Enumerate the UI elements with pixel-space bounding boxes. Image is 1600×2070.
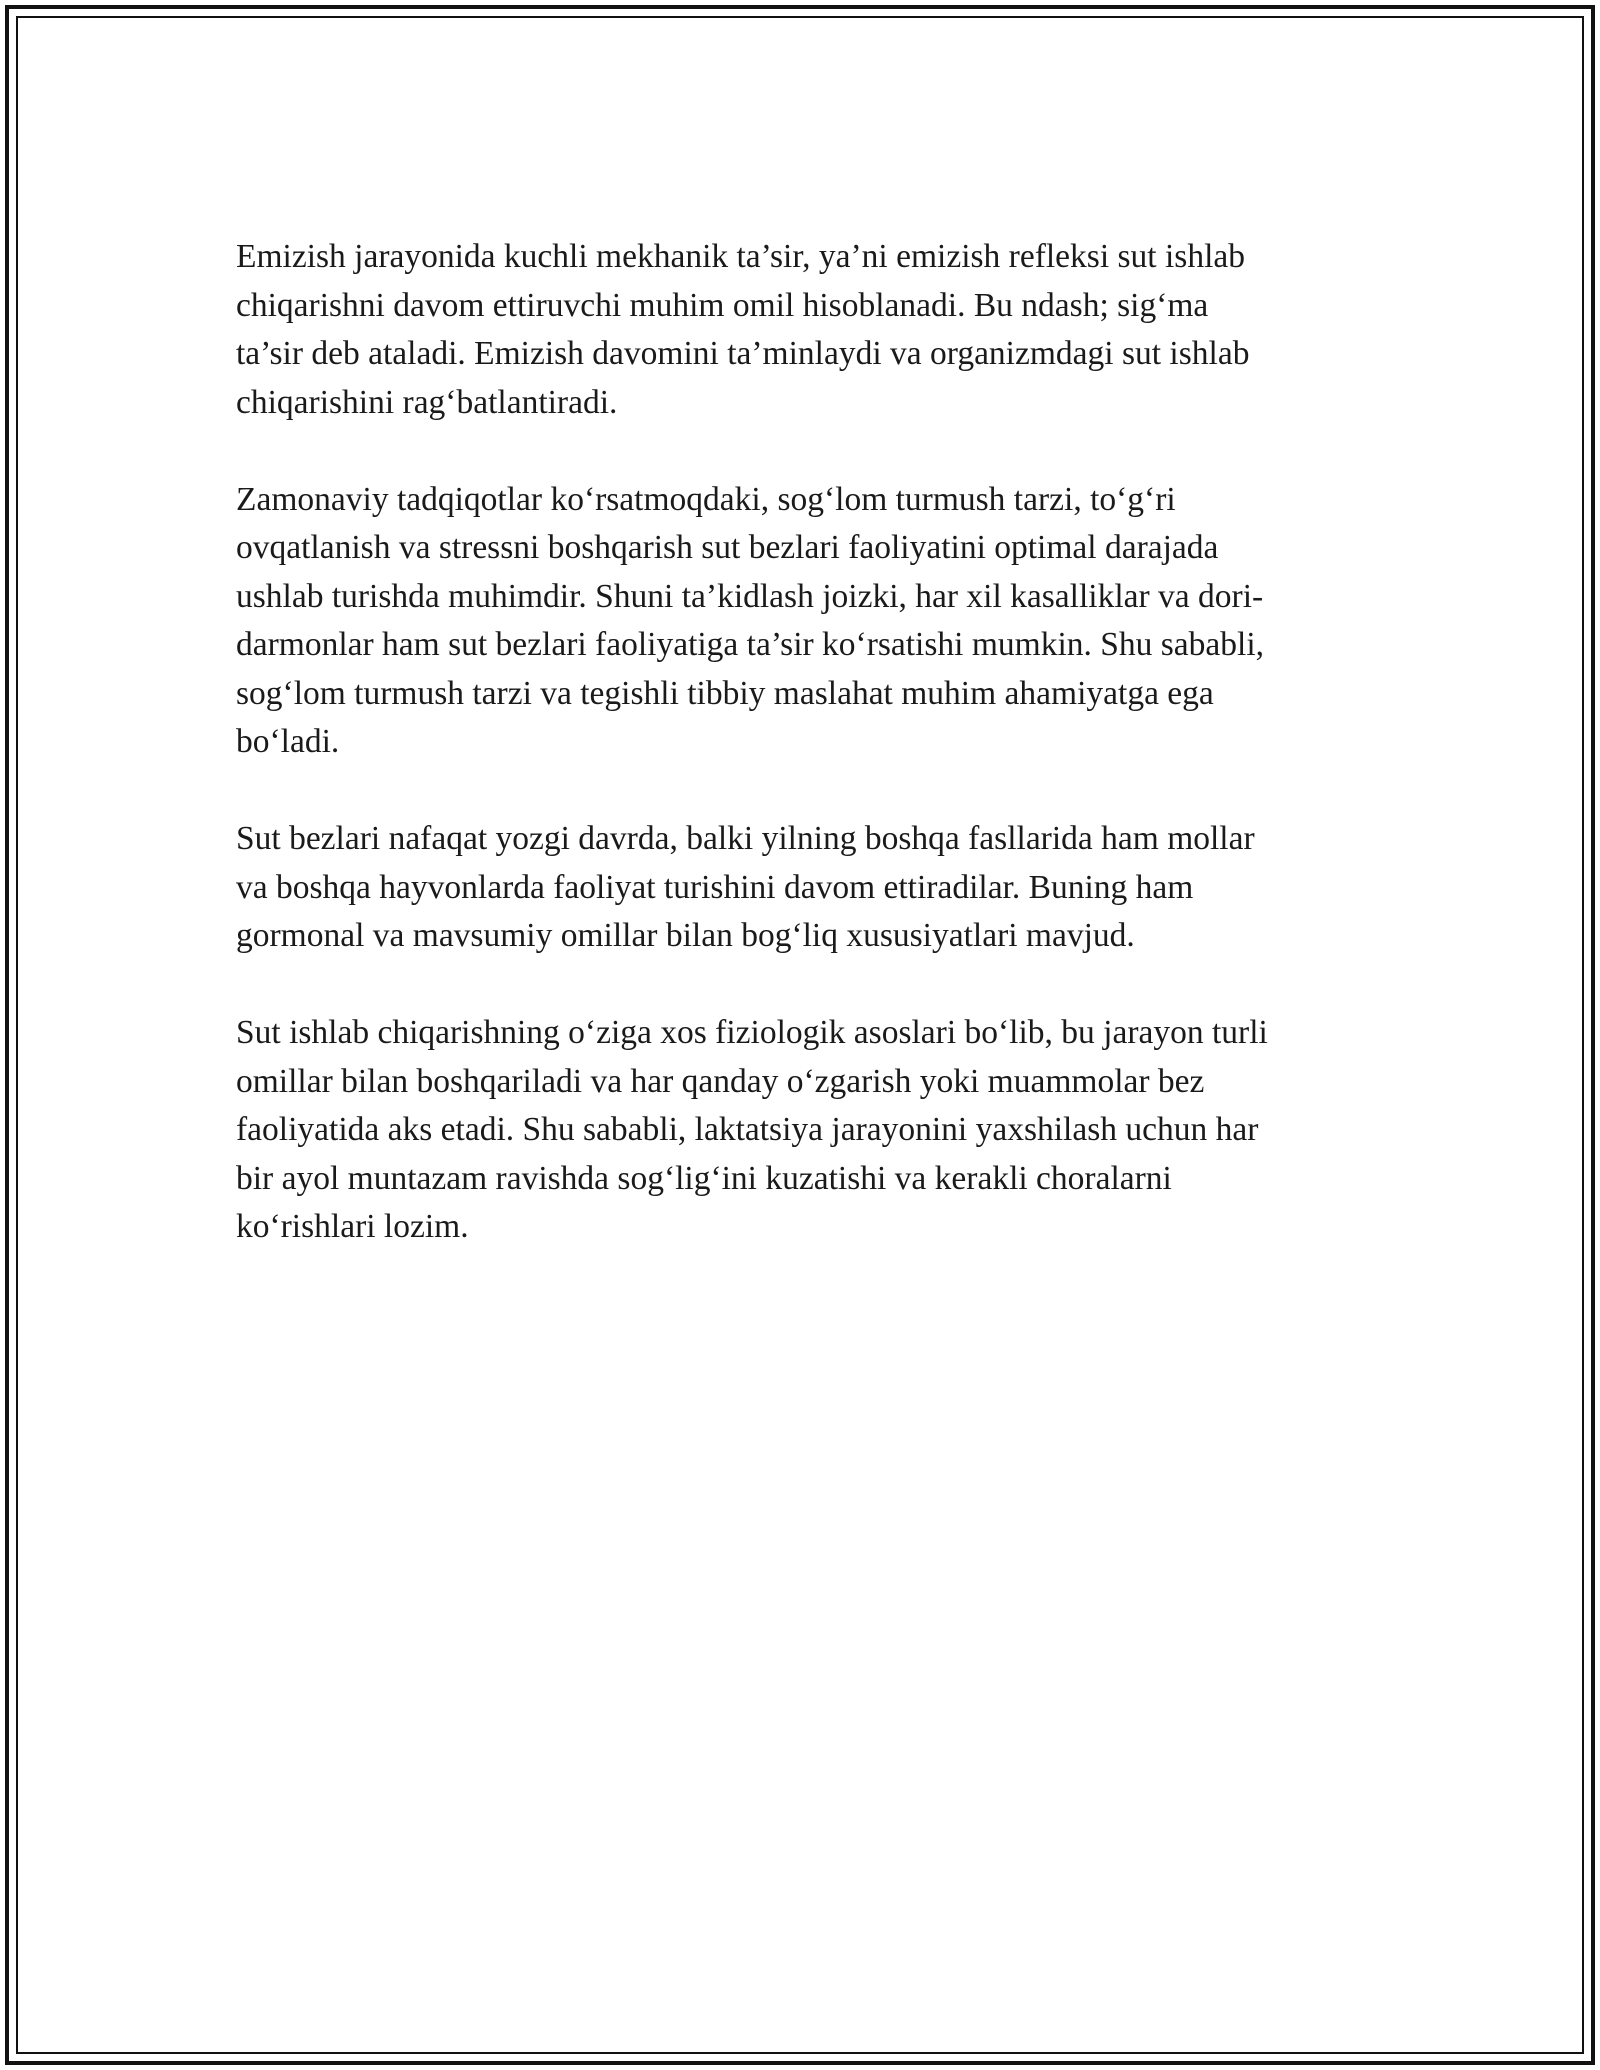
text-line: ovqatlanish va stressni boshqarish sut bezlari faoliyatini optimal darajada bbox=[236, 529, 1219, 566]
paragraph-3 bbox=[236, 815, 1366, 961]
text-line: chiqarishni davom ettiruvchi muhim omil hisoblanadi. Bu ndash; sig‘ma bbox=[236, 286, 1209, 324]
text-line: darmonlar ham sut bezlari faoliyatiga ta’sir ko‘rsatishi mumkin. Shu sababli, bbox=[236, 626, 1265, 663]
paragraph-1 bbox=[236, 233, 1366, 427]
text-line: ta’sir deb ataladi. Emizish davomini ta’minlaydi va organizmdagi sut ishlab bbox=[236, 335, 1250, 372]
text-line: faoliyatida aks etadi. Shu sababli, laktatsiya jarayonini yaxshilash uchun har bbox=[236, 1111, 1259, 1148]
text-line: Sut ishlab chiqarishning o‘ziga xos fiziologik asoslari bo‘lib, bu jarayon turli bbox=[236, 1014, 1268, 1051]
text-line: Sut bezlari nafaqat yozgi davrda, balki yilning boshqa fasllarida ham mollar bbox=[236, 820, 1255, 857]
text-line: bir ayol muntazam ravishda sog‘lig‘ini kuzatishi va kerakli choralarni bbox=[236, 1159, 1172, 1197]
text-line: chiqarishini rag‘batlantiradi. bbox=[236, 383, 618, 421]
text-line: ushlab turishda muhimdir. Shuni ta’kidlash joizki, har xil kasalliklar va dori- bbox=[236, 577, 1264, 615]
paragraph-4 bbox=[236, 1009, 1366, 1252]
text-line: ko‘rishlari lozim. bbox=[236, 1208, 469, 1245]
text-line: sog‘lom turmush tarzi va tegishli tibbiy maslahat muhim ahamiyatga ega bbox=[236, 674, 1214, 712]
paragraph-2 bbox=[236, 476, 1366, 767]
text-line: Emizish jarayonida kuchli mekhanik ta’sir, ya’ni emizish refleksi sut ishlab bbox=[236, 238, 1245, 275]
text-line: Zamonaviy tadqiqotlar ko‘rsatmoqdaki, sog‘lom turmush tarzi, to‘g‘ri bbox=[236, 480, 1176, 518]
text-line: omillar bilan boshqariladi va har qanday o‘zgarish yoki muammolar bez bbox=[236, 1062, 1205, 1100]
document-body bbox=[236, 233, 1366, 1300]
text-line: bo‘ladi. bbox=[236, 723, 340, 760]
text-line: gormonal va mavsumiy omillar bilan bog‘liq xususiyatlari mavjud. bbox=[236, 917, 1135, 954]
text-line: va boshqa hayvonlarda faoliyat turishini davom ettiradilar. Buning ham bbox=[236, 868, 1194, 906]
